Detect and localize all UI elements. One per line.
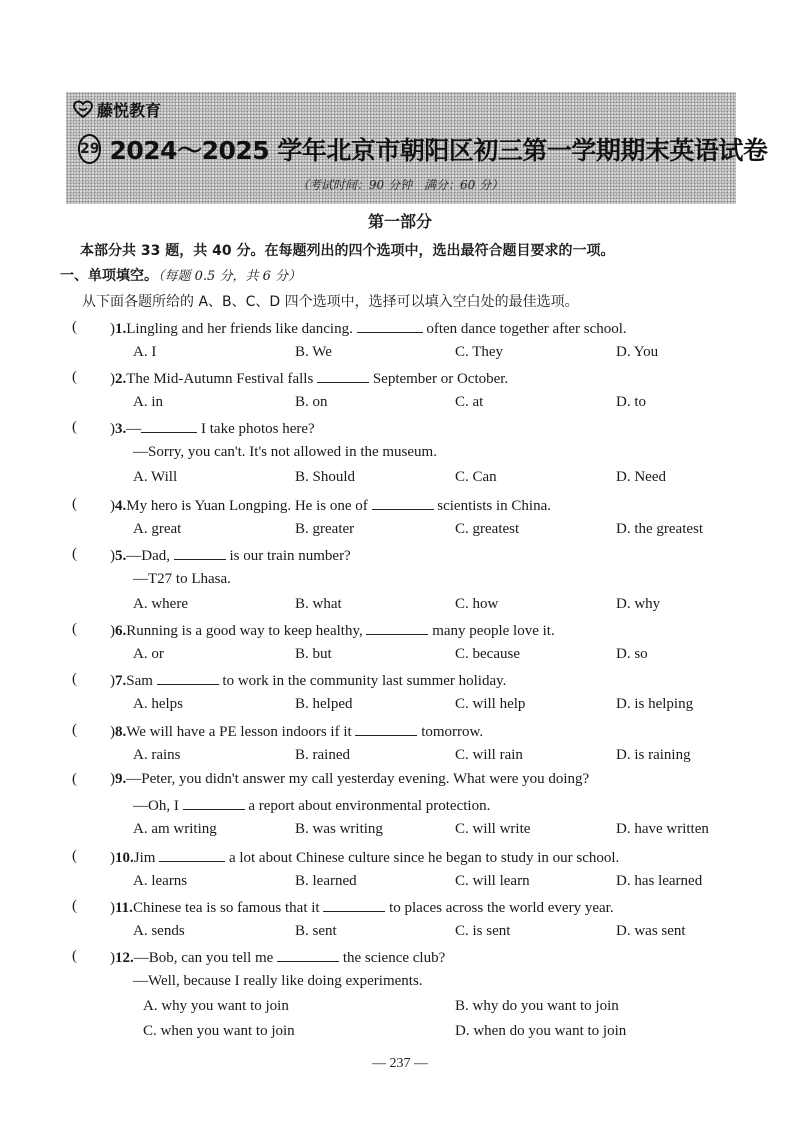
option-c[interactable]: C. how (455, 596, 499, 612)
option-c[interactable]: C. because (455, 646, 520, 662)
bracket-close: ) (110, 673, 115, 689)
answer-blank (357, 318, 423, 333)
stem-text-after: tomorrow. (417, 724, 484, 740)
answer-blank (323, 897, 385, 912)
option-a[interactable]: A. I (133, 344, 157, 360)
question-stem (110, 418, 315, 438)
bracket-close: ) (110, 623, 115, 639)
stem-text-before: Running is a good way to keep healthy, (126, 623, 367, 639)
section-instruction: 从下面各题所给的 A、B、C、D 四个选项中，选择可以填入空白处的最佳选项。 (82, 294, 579, 310)
dialog-line: —T27 to Lhasa. (133, 571, 231, 587)
option-a[interactable]: A. sends (133, 923, 185, 939)
option-c[interactable]: C. They (455, 344, 504, 360)
option-a[interactable]: A. why you want to join (143, 998, 289, 1014)
answer-bracket[interactable]: ( (72, 898, 77, 914)
section-score: （每题 0.5 分，共 6 分） (158, 269, 301, 284)
option-d[interactable]: D. when do you want to join (455, 1023, 627, 1039)
answer-bracket[interactable]: ( (72, 848, 77, 864)
bracket-close: ) (110, 498, 115, 514)
option-b[interactable]: B. Should (295, 469, 356, 485)
bracket-close: ) (110, 548, 115, 564)
question-stem (110, 947, 445, 967)
section-title (60, 265, 301, 285)
stem-text-after: is our train number? (225, 548, 351, 564)
question-stem (110, 368, 508, 388)
part-title: 第一部分 (367, 212, 432, 231)
question-stem (110, 897, 614, 917)
stem-text-before: —Dad, (126, 548, 174, 564)
dialog-text-after: a report about environmental protection. (244, 798, 491, 814)
stem-text-after: scientists in China. (433, 498, 551, 514)
option-c[interactable]: C. when you want to join (143, 1023, 295, 1039)
answer-bracket[interactable]: ( (72, 621, 77, 637)
dialog-line (133, 795, 490, 815)
question-number: 3. (115, 421, 127, 437)
option-a[interactable]: A. where (133, 596, 188, 612)
bracket-close: ) (110, 771, 115, 787)
option-b[interactable]: B. rained (295, 747, 350, 763)
brand-name: 藤悦教育 (97, 100, 162, 120)
title-text: 2024～2025 学年北京市朝阳区初三第一学期期末英语试卷 (109, 136, 768, 165)
question-number: 8. (115, 724, 127, 740)
dialog-line: —Sorry, you can't. It's not allowed in the museum. (133, 444, 437, 460)
exam-info: （考试时间：90 分钟 满分：60 分） (296, 178, 504, 192)
answer-blank (355, 721, 417, 736)
exam-title (78, 128, 768, 170)
option-d[interactable]: D. is raining (616, 747, 691, 763)
question-number: 12. (115, 950, 134, 966)
stem-text-after: I take photos here? (197, 421, 315, 437)
option-b[interactable]: B. sent (295, 923, 337, 939)
option-a[interactable]: A. rains (133, 747, 181, 763)
question-number: 1. (115, 321, 127, 337)
bracket-close: ) (110, 900, 115, 916)
stem-text-after: to places across the world every year. (385, 900, 614, 916)
option-a[interactable]: A. or (133, 646, 164, 662)
option-a[interactable]: A. learns (133, 873, 188, 889)
question-number: 10. (115, 850, 134, 866)
answer-blank (183, 795, 245, 810)
option-d[interactable]: D. is helping (616, 696, 694, 712)
option-c[interactable]: C. will help (455, 696, 526, 712)
option-c[interactable]: C. at (455, 394, 484, 410)
option-a[interactable]: A. in (133, 394, 163, 410)
answer-blank (174, 545, 226, 560)
option-d[interactable]: D. why (616, 596, 661, 612)
answer-blank (157, 670, 219, 685)
stem-text-before: — (126, 421, 142, 437)
option-d[interactable]: D. the greatest (616, 521, 704, 537)
stem-text-after: the science club? (339, 950, 446, 966)
question-number: 4. (115, 498, 127, 514)
question-stem (110, 620, 555, 640)
answer-bracket[interactable]: ( (72, 419, 77, 435)
question-number: 2. (115, 371, 127, 387)
stem-text-before: Chinese tea is so famous that it (132, 900, 324, 916)
question-number: 9. (115, 771, 127, 787)
option-b[interactable]: B. but (295, 646, 332, 662)
option-d[interactable]: D. have written (616, 821, 709, 837)
option-c[interactable]: C. Can (455, 469, 497, 485)
stem-text-after: a lot about Chinese culture since he began to study in our school. (225, 850, 620, 866)
option-b[interactable]: B. on (295, 394, 328, 410)
heart-logo-icon (72, 99, 94, 119)
option-a[interactable]: A. Will (133, 469, 178, 485)
question-stem (110, 545, 351, 565)
dialog-line: —Well, because I really like doing experiments. (133, 973, 423, 989)
option-c[interactable]: C. will write (455, 821, 531, 837)
answer-bracket[interactable]: ( (72, 771, 77, 787)
answer-blank (277, 947, 339, 962)
option-b[interactable]: B. learned (295, 873, 357, 889)
question-number: 7. (115, 673, 127, 689)
answer-bracket[interactable]: ( (72, 546, 77, 562)
stem-text-before: Jim (133, 850, 160, 866)
option-b[interactable]: B. We (295, 344, 332, 360)
answer-blank (159, 847, 225, 862)
bracket-close: ) (110, 421, 115, 437)
answer-blank (372, 495, 434, 510)
stem-text-after: often dance together after school. (422, 321, 627, 337)
option-c[interactable]: C. will learn (455, 873, 530, 889)
section-title-text: 一、单项填空。 (60, 268, 158, 284)
paper-number-badge: 29 (78, 134, 101, 164)
bracket-close: ) (110, 724, 115, 740)
stem-text-before: —Peter, you didn't answer my call yesterday evening. What were you doing? (126, 771, 590, 787)
option-b[interactable]: B. helped (295, 696, 353, 712)
option-d[interactable]: D. Need (616, 469, 666, 485)
answer-bracket[interactable]: ( (72, 948, 77, 964)
stem-text-before: Lingling and her friends like dancing. (126, 321, 357, 337)
stem-text-after: to work in the community last summer holiday. (218, 673, 507, 689)
bracket-close: ) (110, 950, 115, 966)
option-b[interactable]: B. was writing (295, 821, 383, 837)
bracket-close: ) (110, 371, 115, 387)
dialog-text-before: —Oh, I (133, 798, 183, 814)
answer-blank (141, 418, 197, 433)
stem-text-before: Sam (126, 673, 157, 689)
question-stem (110, 847, 619, 867)
answer-bracket[interactable]: ( (72, 496, 77, 512)
option-a[interactable]: A. am writing (133, 821, 217, 837)
page-number: — 237 — (372, 1056, 428, 1071)
option-d[interactable]: D. so (616, 646, 648, 662)
bracket-close: ) (110, 321, 115, 337)
question-stem (110, 721, 483, 741)
answer-bracket[interactable]: ( (72, 369, 77, 385)
answer-bracket[interactable]: ( (72, 319, 77, 335)
answer-bracket[interactable]: ( (72, 722, 77, 738)
question-stem (110, 670, 506, 690)
option-d[interactable]: D. You (616, 344, 659, 360)
stem-text-after: many people love it. (428, 623, 555, 639)
question-stem (110, 770, 589, 788)
bracket-close: ) (110, 850, 115, 866)
option-c[interactable]: C. will rain (455, 747, 523, 763)
stem-text-before: We will have a PE lesson indoors if it (126, 724, 356, 740)
stem-text-after: September or October. (369, 371, 509, 387)
option-c[interactable]: C. is sent (455, 923, 511, 939)
brand (72, 98, 161, 120)
question-stem (110, 495, 551, 515)
option-d[interactable]: D. to (616, 394, 646, 410)
option-a[interactable]: A. great (133, 521, 182, 537)
stem-text-before: My hero is Yuan Longping. He is one of (126, 498, 372, 514)
answer-blank (317, 368, 369, 383)
question-number: 11. (115, 900, 133, 916)
option-d[interactable]: D. has learned (616, 873, 703, 889)
option-c[interactable]: C. greatest (455, 521, 520, 537)
part-intro: 本部分共 33 题，共 40 分。在每题列出的四个选项中，选出最符合题目要求的一项。 (80, 243, 615, 259)
question-number: 5. (115, 548, 127, 564)
answer-bracket[interactable]: ( (72, 671, 77, 687)
option-b[interactable]: B. why do you want to join (455, 998, 619, 1014)
stem-text-before: —Bob, can you tell me (133, 950, 278, 966)
stem-text-before: The Mid-Autumn Festival falls (126, 371, 318, 387)
answer-blank (366, 620, 428, 635)
option-b[interactable]: B. what (295, 596, 342, 612)
option-d[interactable]: D. was sent (616, 923, 686, 939)
option-a[interactable]: A. helps (133, 696, 183, 712)
option-b[interactable]: B. greater (295, 521, 355, 537)
question-number: 6. (115, 623, 127, 639)
question-stem (110, 318, 627, 338)
